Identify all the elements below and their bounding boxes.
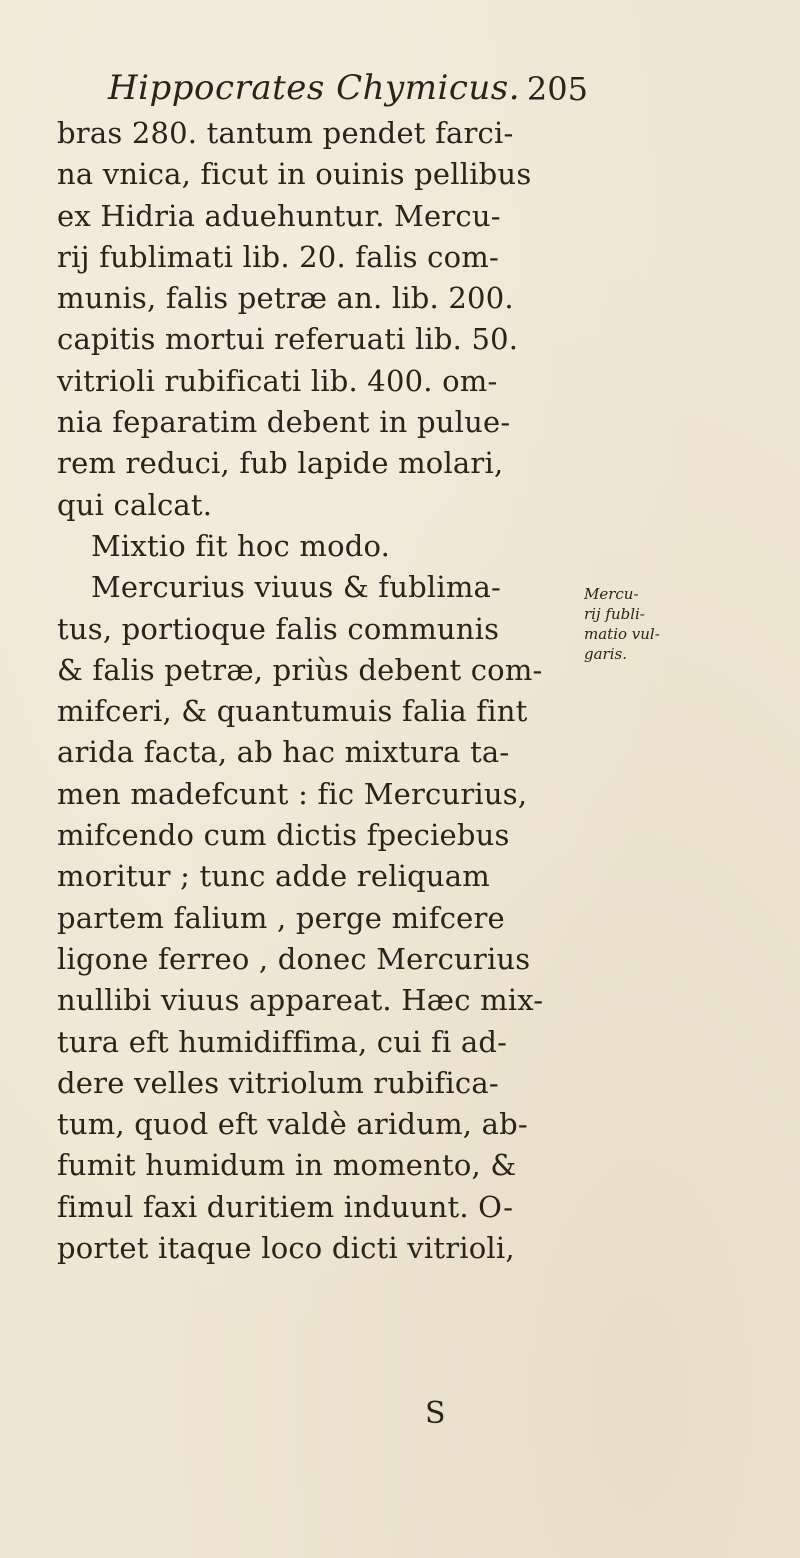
marginal-note-line: rij fubli- — [584, 605, 645, 623]
text-line: moritur ; tunc adde reliquam — [57, 859, 490, 894]
text-line: rij fublimati lib. 20. falis com- — [57, 239, 499, 274]
text-line: fumit humidum in momento, & — [57, 1148, 517, 1183]
marginal-note-line: Mercu- — [584, 585, 639, 603]
text-line: tus, portioque falis communis — [57, 611, 500, 646]
text-line: bras 280. tantum pendet farci- — [57, 116, 514, 150]
text-line: partem falium , perge mifcere — [57, 900, 505, 935]
page-number: 205 — [526, 70, 588, 108]
text-line: mifcendo cum dictis fpeciebus — [57, 818, 510, 853]
marginal-note — [584, 584, 704, 664]
text-line: nia feparatim debent in pulue- — [57, 405, 511, 440]
body-text — [57, 113, 577, 1269]
text-line: portet itaque loco dicti vitrioli, — [57, 1231, 515, 1266]
text-line: arida facta, ab hac mixtura ta- — [57, 735, 510, 770]
text-line: dere velles vitriolum rubifica- — [57, 1065, 499, 1100]
text-line: tura eft humidiffima, cui fi ad- — [57, 1024, 508, 1059]
text-line: rem reduci, fub lapide molari, — [57, 446, 504, 481]
text-line: ligone ferreo , donec Mercurius — [57, 941, 531, 976]
text-line: fimul faxi duritiem induunt. O- — [57, 1189, 514, 1224]
text-line: vitrioli rubificati lib. 400. om- — [57, 363, 498, 398]
page-header — [108, 68, 588, 112]
text-line: Mercurius viuus & fublima- — [91, 570, 502, 605]
text-line: tum, quod eft valdè aridum, ab- — [57, 1107, 528, 1142]
text-line: & falis petræ, priùs debent com- — [57, 652, 543, 687]
running-title: Hippocrates Chymicus. — [108, 68, 521, 108]
marginal-note-line: garis. — [584, 645, 627, 663]
text-line: mifceri, & quantumuis falia fint — [57, 694, 528, 729]
text-line: ex Hidria aduehuntur. Mercu- — [57, 198, 501, 233]
text-line: munis, falis petræ an. lib. 200. — [57, 281, 514, 316]
signature-mark: S — [425, 1396, 446, 1431]
text-line: Mixtio fit hoc modo. — [91, 528, 391, 563]
marginal-note-line: matio vul- — [584, 625, 660, 643]
text-line: na vnica, ficut in ouinis pellibus — [57, 157, 532, 192]
text-line: nullibi viuus appareat. Hæc mix- — [57, 983, 544, 1018]
text-line: men madefcunt : fic Mercurius, — [57, 776, 528, 811]
text-line: qui calcat. — [57, 487, 213, 522]
text-line: capitis mortui referuati lib. 50. — [57, 322, 519, 357]
